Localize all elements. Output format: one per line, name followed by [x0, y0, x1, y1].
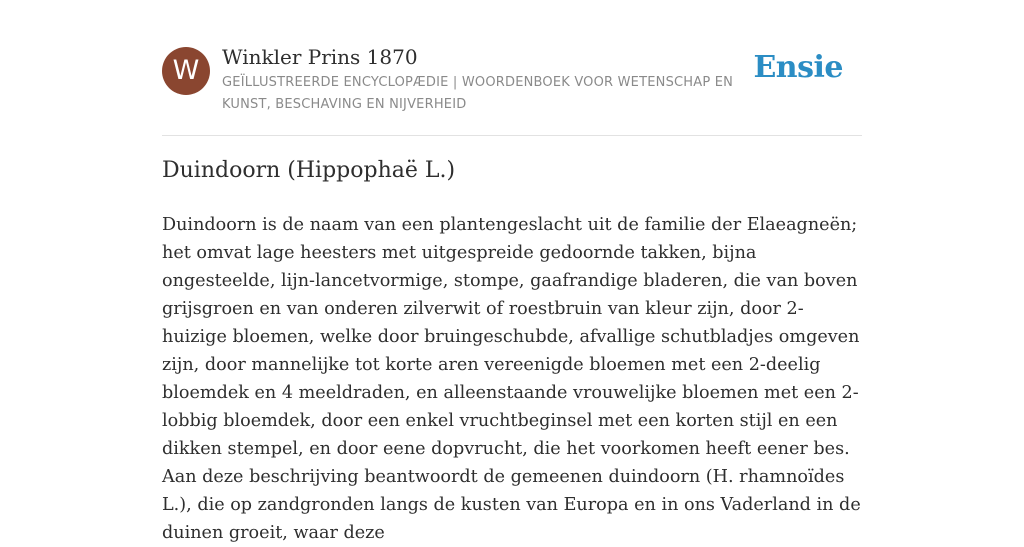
article-container — [162, 0, 862, 543]
entry-body: Duindoorn is de naam van een plantengeslacht uit de familie der Elaeagneën; het omvat lage heesters met uitgespreide gedoornde takken, bijna ongesteelde, lijn-lancetvormige, stompe, gaafrandige bladeren, die van boven grijsgroen en van onderen zilverwit of roestbruin van kleur zijn, door 2-huizige bloemen, welke door bruingeschubde, afvallige schutbladjes omgeven zijn, door mannelijke tot korte aren vereenigde bloemen met een 2-deelig bloemdek en 4 meeldraden, en alleenstaande vrouwelijke bloemen met een 2-lobbig bloemdek, door een enkel vruchtbeginsel met een korten stijl en een dikken stempel, en door eene dopvrucht, die het voorkomen heeft eener bes. Aan deze beschrijving beantwoordt de gemeenen duindoorn (H. rhamnoïdes L.), die op zandgronden langs de kusten van Europa en in ons Vaderland in de duinen groeit, waar deze — [162, 215, 861, 543]
source-avatar[interactable]: W — [162, 47, 210, 95]
entry-title: Duindoorn (Hippophaë L.) — [162, 158, 456, 183]
source-subtitle: GEÏLLUSTREERDE ENCYCLOPÆDIE | WOORDENBOEK VOOR WETENSCHAP EN KUNST, BESCHAVING EN NIJVERHEID — [222, 75, 734, 112]
source-title[interactable]: Winkler Prins 1870 — [222, 45, 418, 69]
source-header — [162, 0, 862, 136]
brand-logo[interactable]: Ensie — [753, 50, 843, 85]
